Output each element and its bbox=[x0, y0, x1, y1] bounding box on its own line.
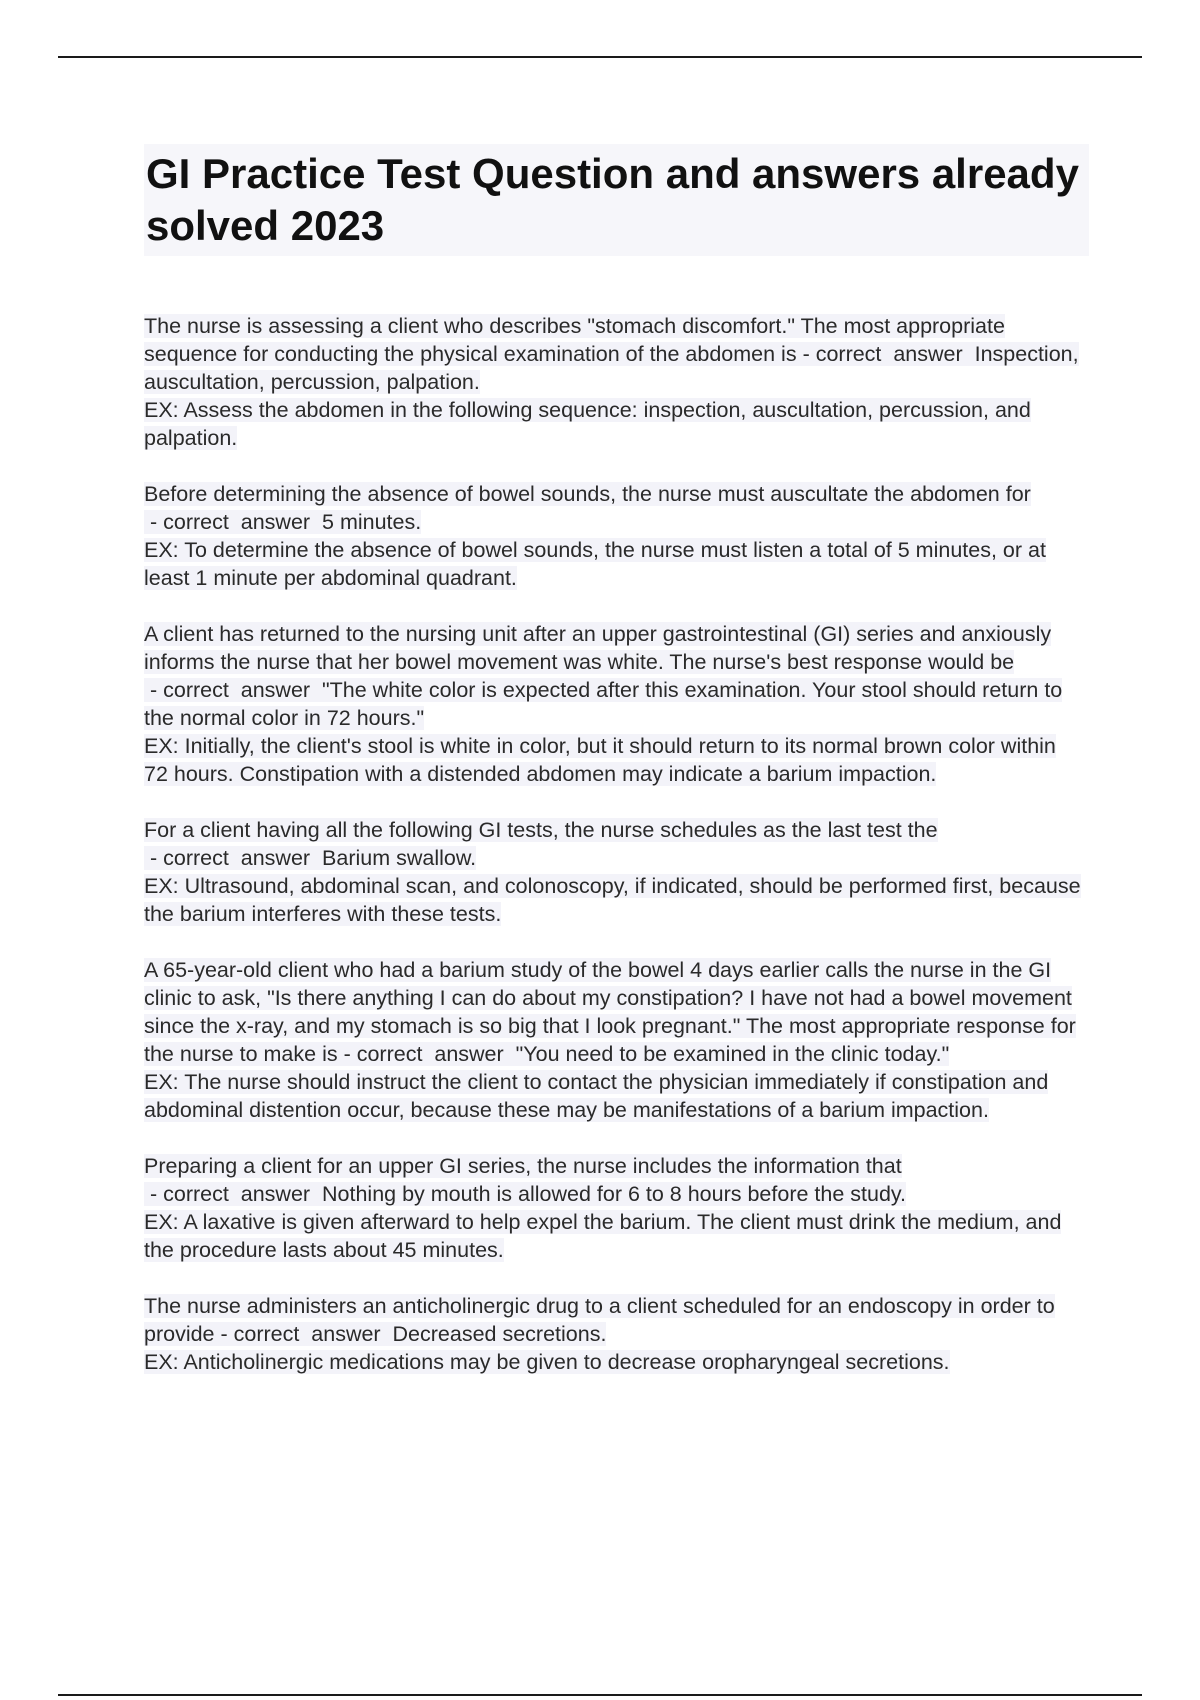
answer-text: "The white color is expected after this examination. Your stool should return to the normal color in 72 hours." bbox=[144, 678, 1063, 730]
explanation-text: EX: Anticholinergic medications may be given to decrease oropharyngeal secretions. bbox=[144, 1350, 950, 1374]
qa-item bbox=[144, 956, 1089, 1124]
answer-text: Nothing by mouth is allowed for 6 to 8 hours before the study. bbox=[322, 1182, 907, 1206]
header-rule bbox=[58, 56, 1142, 58]
qa-text bbox=[144, 1154, 1061, 1262]
qa-item bbox=[144, 620, 1089, 788]
explanation-text: EX: The nurse should instruct the client to contact the physician immediately if constipation and abdominal distention occur, because these may be manifestations of a barium impaction. bbox=[144, 1070, 1049, 1122]
qa-text bbox=[144, 1294, 1055, 1374]
qa-text bbox=[144, 482, 1046, 590]
answer-text: Inspection, auscultation, percussion, palpation. bbox=[144, 342, 1079, 394]
footer-rule bbox=[58, 1694, 1142, 1696]
question-text: Before determining the absence of bowel sounds, the nurse must auscultate the abdomen for bbox=[144, 482, 1031, 506]
explanation-text: EX: Assess the abdomen in the following sequence: inspection, auscultation, percussion, and palpation. bbox=[144, 398, 1031, 450]
question-text: Preparing a client for an upper GI series, the nurse includes the information that bbox=[144, 1154, 902, 1178]
answer-text: "You need to be examined in the clinic today." bbox=[515, 1042, 950, 1066]
explanation-text: EX: A laxative is given afterward to help expel the barium. The client must drink the medium, and the procedure lasts about 45 minutes. bbox=[144, 1210, 1062, 1262]
qa-item bbox=[144, 1152, 1089, 1264]
qa-text bbox=[144, 958, 1076, 1122]
qa-text bbox=[144, 314, 1079, 450]
qa-item bbox=[144, 816, 1089, 928]
question-text: The nurse administers an anticholinergic drug to a client scheduled for an endoscopy in order to provide bbox=[144, 1294, 1055, 1346]
explanation-text: EX: To determine the absence of bowel sounds, the nurse must listen a total of 5 minutes, or at least 1 minute per abdominal quadrant. bbox=[144, 538, 1046, 590]
answer-marker: - correct answer bbox=[144, 510, 323, 534]
answer-marker: - correct answer bbox=[214, 1322, 393, 1346]
answer-text: Barium swallow. bbox=[322, 846, 477, 870]
answer-marker: - correct answer bbox=[144, 1182, 323, 1206]
answer-marker: - correct answer bbox=[337, 1042, 516, 1066]
explanation-text: EX: Initially, the client's stool is white in color, but it should return to its normal brown color within 72 hours. Constipation with a distended abdomen may indicate a barium impaction. bbox=[144, 734, 1056, 786]
question-text: For a client having all the following GI tests, the nurse schedules as the last test the bbox=[144, 818, 938, 842]
answer-marker: - correct answer bbox=[144, 846, 323, 870]
document-page bbox=[144, 144, 1089, 1404]
question-text: A client has returned to the nursing unit after an upper gastrointestinal (GI) series and anxiously informs the nurse that her bowel movement was white. The nurse's best response would be bbox=[144, 622, 1052, 674]
question-text: A 65-year-old client who had a barium study of the bowel 4 days earlier calls the nurse in the GI clinic to ask, "Is there anything I can do about my constipation? I have not had a bowel movement since the x-ray, and my stomach is so big that I look pregnant." The most appropriate response for the nurse to make is bbox=[144, 958, 1076, 1066]
document-title: GI Practice Test Question and answers already solved 2023 bbox=[144, 144, 1089, 256]
question-text: The nurse is assessing a client who describes "stomach discomfort." The most appropriate sequence for conducting the physical examination of the abdomen is bbox=[144, 314, 1005, 366]
explanation-text: EX: Ultrasound, abdominal scan, and colonoscopy, if indicated, should be performed first, because the barium interferes with these tests. bbox=[144, 874, 1081, 926]
qa-item bbox=[144, 480, 1089, 592]
answer-marker: - correct answer bbox=[796, 342, 975, 366]
qa-item bbox=[144, 312, 1089, 452]
answer-text: 5 minutes. bbox=[322, 510, 422, 534]
answer-marker: - correct answer bbox=[144, 678, 323, 702]
qa-list bbox=[144, 312, 1089, 1376]
qa-text bbox=[144, 622, 1062, 786]
answer-text: Decreased secretions. bbox=[392, 1322, 607, 1346]
qa-item bbox=[144, 1292, 1089, 1376]
qa-text bbox=[144, 818, 1081, 926]
